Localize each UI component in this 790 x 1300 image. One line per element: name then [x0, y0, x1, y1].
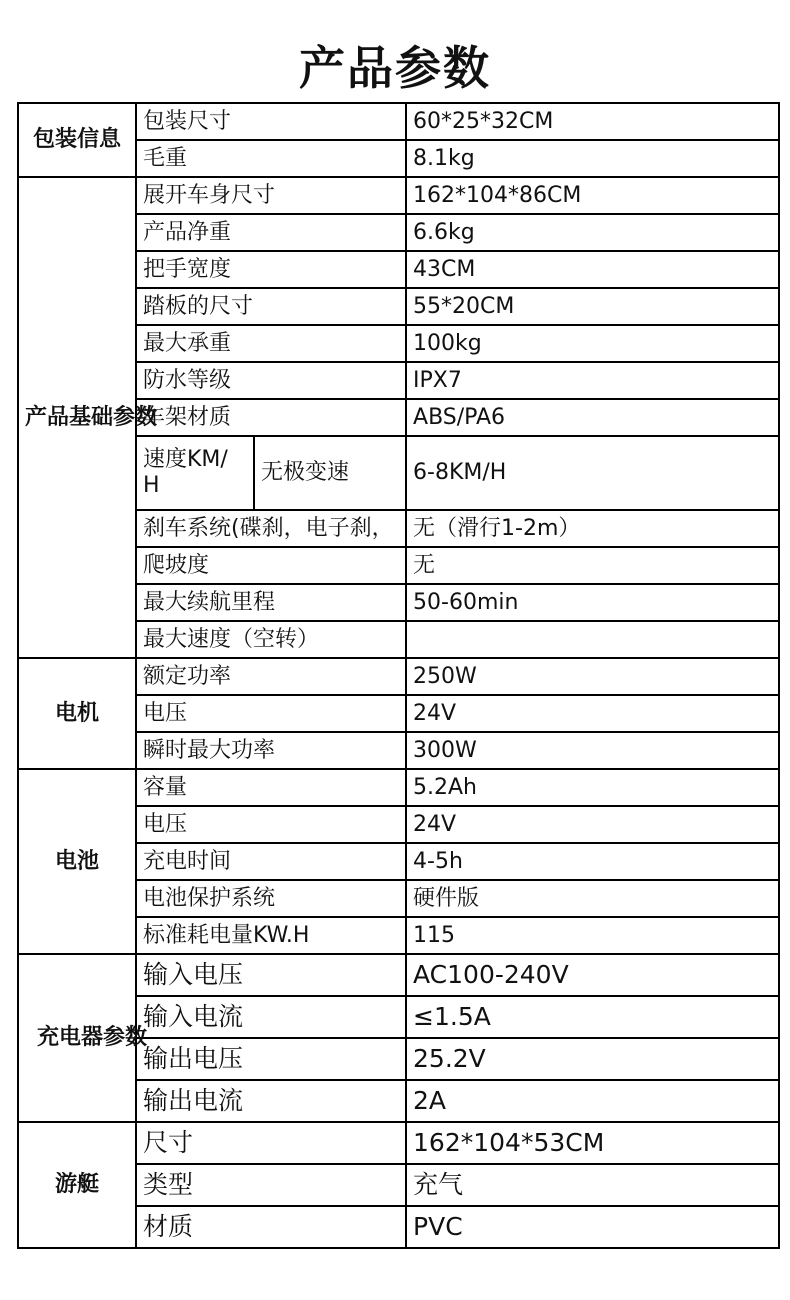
param-value: AC100-240V: [406, 954, 779, 996]
page-title: 产品参数: [299, 41, 491, 95]
param-value: 5.2Ah: [406, 769, 779, 806]
table-row: [18, 1122, 779, 1164]
param-value: 300W: [406, 732, 779, 769]
section-label: 产品基础参数: [18, 177, 136, 658]
section-label: 游艇: [18, 1122, 136, 1248]
param-name: 容量: [136, 769, 406, 806]
param-value: 24V: [406, 806, 779, 843]
param-value: ABS/PA6: [406, 399, 779, 436]
param-value: 2A: [406, 1080, 779, 1122]
param-value: 6.6kg: [406, 214, 779, 251]
param-name: 额定功率: [136, 658, 406, 695]
table-row: [18, 769, 779, 806]
param-value: 162*104*53CM: [406, 1122, 779, 1164]
param-name: 充电时间: [136, 843, 406, 880]
param-name: 电池保护系统: [136, 880, 406, 917]
param-name: 输入电压: [136, 954, 406, 996]
param-value: 100kg: [406, 325, 779, 362]
spec-table: [17, 102, 780, 1249]
param-name: 把手宽度: [136, 251, 406, 288]
param-value: 250W: [406, 658, 779, 695]
param-value: 硬件版: [406, 880, 779, 917]
param-name: 速度KM/H: [136, 436, 254, 510]
param-name: 防水等级: [136, 362, 406, 399]
param-name: 类型: [136, 1164, 406, 1206]
param-value: 24V: [406, 695, 779, 732]
param-name: 展开车身尺寸: [136, 177, 406, 214]
param-name: 标准耗电量KW.H: [136, 917, 406, 954]
param-value: 25.2V: [406, 1038, 779, 1080]
section-label: 电机: [18, 658, 136, 769]
param-value: 60*25*32CM: [406, 103, 779, 140]
param-value: 无（滑行1-2m）: [406, 510, 779, 547]
param-name: 爬坡度: [136, 547, 406, 584]
param-name: 最大承重: [136, 325, 406, 362]
param-name: 踏板的尺寸: [136, 288, 406, 325]
param-name: 输出电流: [136, 1080, 406, 1122]
param-value: PVC: [406, 1206, 779, 1248]
param-value: [406, 621, 779, 658]
param-name: 最大续航里程: [136, 584, 406, 621]
section-label: 充电器参数: [18, 954, 136, 1122]
section-label: 包装信息: [18, 103, 136, 177]
param-name: 材质: [136, 1206, 406, 1248]
param-name: 电压: [136, 695, 406, 732]
param-name: 毛重: [136, 140, 406, 177]
param-value: 55*20CM: [406, 288, 779, 325]
param-value: 115: [406, 917, 779, 954]
table-row: [18, 177, 779, 214]
param-name: 最大速度（空转）: [136, 621, 406, 658]
param-name: 产品净重: [136, 214, 406, 251]
param-value: 4-5h: [406, 843, 779, 880]
param-name: 包装尺寸: [136, 103, 406, 140]
param-name: 输出电压: [136, 1038, 406, 1080]
param-value: 43CM: [406, 251, 779, 288]
param-name: 瞬时最大功率: [136, 732, 406, 769]
param-value: 无: [406, 547, 779, 584]
table-row: [18, 954, 779, 996]
param-value: 6-8KM/H: [406, 436, 779, 510]
table-row: [18, 658, 779, 695]
param-value: ≤1.5A: [406, 996, 779, 1038]
param-name: 电压: [136, 806, 406, 843]
param-value: 50-60min: [406, 584, 779, 621]
param-name: 车架材质: [136, 399, 406, 436]
section-label: 电池: [18, 769, 136, 954]
table-row: [18, 103, 779, 140]
param-name: 输入电流: [136, 996, 406, 1038]
param-value: IPX7: [406, 362, 779, 399]
param-sub: 无极变速: [254, 436, 406, 510]
param-value: 162*104*86CM: [406, 177, 779, 214]
param-name: 刹车系统(碟刹，电子刹，: [136, 510, 406, 547]
param-value: 充气: [406, 1164, 779, 1206]
param-value: 8.1kg: [406, 140, 779, 177]
param-name: 尺寸: [136, 1122, 406, 1164]
